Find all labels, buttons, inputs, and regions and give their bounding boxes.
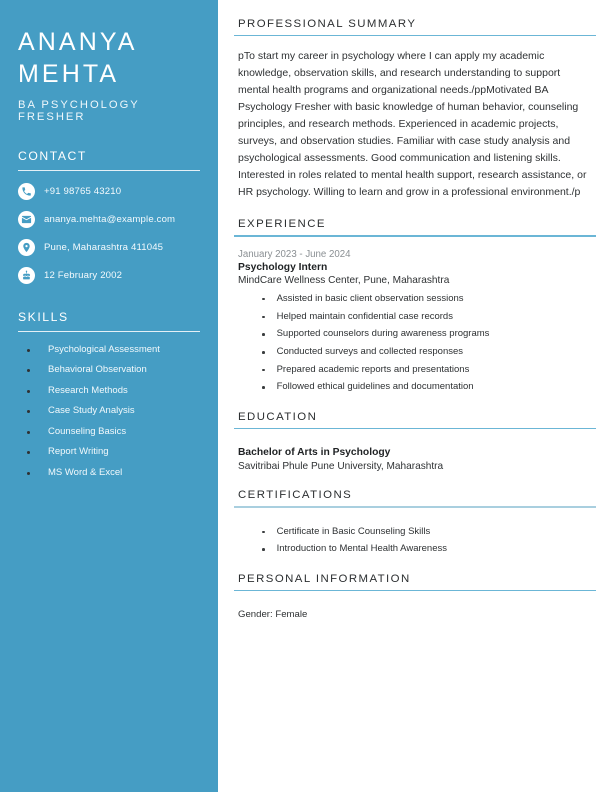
- bullet-icon: [27, 451, 30, 454]
- list-item: [234, 364, 596, 376]
- list-item: [234, 346, 596, 358]
- contact-divider: [18, 170, 200, 171]
- map-pin-icon: [18, 239, 35, 256]
- education-degree: Bachelor of Arts in Psychology: [238, 447, 391, 459]
- experience-bullet-text: Assisted in basic client observation sessions: [276, 292, 464, 304]
- envelope-icon: [18, 211, 35, 228]
- section-education: [234, 411, 596, 472]
- list-item: [18, 364, 200, 376]
- job-title: BA PSYCHOLOGY FRESHER: [18, 99, 140, 123]
- bullet-icon: [27, 410, 30, 413]
- contact-birthdate-text: 12 February 2002: [44, 269, 123, 281]
- first-name: ANANYA: [18, 28, 138, 56]
- bullet-icon: [27, 349, 30, 352]
- education-school: Savitribai Phule Pune University, Maharashtra: [238, 461, 444, 473]
- certifications-list: [234, 526, 596, 556]
- bullet-icon: [27, 472, 30, 475]
- birthday-cake-icon: [18, 267, 35, 284]
- main-content: [218, 0, 612, 792]
- certifications-divider: [234, 506, 596, 507]
- section-certifications: [234, 489, 596, 555]
- section-experience: [234, 218, 596, 393]
- personal-information-line: Gender: Female: [238, 609, 308, 621]
- list-item: [18, 385, 200, 397]
- experience-company: MindCare Wellness Center, Pune, Maharashtra: [238, 274, 450, 286]
- skill-label: Report Writing: [48, 446, 109, 458]
- personal-information-heading: PERSONAL INFORMATION: [238, 572, 411, 585]
- contact-section: [18, 149, 200, 284]
- experience-entry: [234, 249, 596, 394]
- summary-divider: [234, 35, 596, 36]
- bullet-icon: [262, 369, 265, 372]
- certifications-heading: CERTIFICATIONS: [238, 489, 353, 502]
- list-item: [234, 543, 596, 555]
- skill-label: Research Methods: [48, 384, 128, 396]
- experience-divider: [234, 235, 596, 236]
- bullet-icon: [262, 316, 265, 319]
- list-item: [234, 526, 596, 538]
- bullet-icon: [262, 333, 265, 336]
- skills-list: [18, 344, 200, 479]
- contact-email-text: ananya.mehta@example.com: [44, 213, 176, 225]
- experience-bullet-text: Followed ethical guidelines and documentation: [276, 381, 474, 393]
- skills-heading: SKILLS: [18, 310, 69, 324]
- contact-list: [18, 183, 200, 284]
- list-item: [18, 467, 200, 479]
- experience-bullet-text: Prepared academic reports and presentations: [276, 363, 470, 375]
- experience-role: Psychology Intern: [238, 261, 328, 273]
- contact-item-phone: [18, 183, 200, 200]
- skill-label: Case Study Analysis: [48, 405, 135, 417]
- skill-label: Counseling Basics: [48, 425, 127, 437]
- list-item: [234, 293, 596, 305]
- list-item: [234, 311, 596, 323]
- list-item: [18, 446, 200, 458]
- experience-heading: EXPERIENCE: [238, 218, 326, 231]
- skill-label: MS Word & Excel: [48, 466, 123, 478]
- bullet-icon: [262, 548, 265, 551]
- education-divider: [234, 428, 596, 429]
- skills-section: [18, 310, 200, 479]
- education-heading: EDUCATION: [238, 410, 318, 423]
- education-entry: [234, 447, 596, 472]
- section-professional-summary: [234, 18, 596, 201]
- contact-item-email: [18, 211, 200, 228]
- list-item: [18, 344, 200, 356]
- summary-text: pTo start my career in psychology where I can apply my academic knowledge, observation skills, and research understanding to support mental health programs and organizational needs./ppMotivated BA Psychology Fresher with basic knowledge of human behavior, counseling principles, and research methods. Experienced in academic projects, surveys, and observation studies. Familiar with case study analysis and psychological assessments. Good communication and listening skills. Interested in roles related to mental health support, research assistance, or HR psychology. Willing to learn and grow in a professional environment./p: [238, 50, 587, 199]
- certification-text: Introduction to Mental Health Awareness: [276, 543, 447, 555]
- contact-item-birthdate: [18, 267, 200, 284]
- contact-heading: CONTACT: [18, 149, 87, 163]
- name-block: [18, 26, 200, 123]
- bullet-icon: [262, 351, 265, 354]
- contact-phone-text: +91 98765 43210: [44, 185, 122, 197]
- experience-bullet-text: Conducted surveys and collected responses: [276, 345, 464, 357]
- phone-icon: [18, 183, 35, 200]
- last-name: MEHTA: [18, 60, 120, 88]
- skill-label: Psychological Assessment: [48, 344, 160, 355]
- skills-divider: [18, 331, 200, 332]
- personal-information-divider: [234, 590, 596, 591]
- skill-label: Behavioral Observation: [48, 364, 147, 376]
- bullet-icon: [262, 298, 265, 301]
- summary-heading: PROFESSIONAL SUMMARY: [238, 18, 417, 30]
- bullet-icon: [262, 386, 265, 389]
- contact-location-text: Pune, Maharashtra 411045: [44, 241, 164, 253]
- bullet-icon: [27, 369, 30, 372]
- experience-bullet-list: [234, 293, 596, 394]
- sidebar: [0, 0, 218, 792]
- experience-date: January 2023 - June 2024: [238, 248, 351, 260]
- list-item: [234, 381, 596, 393]
- list-item: [234, 328, 596, 340]
- experience-bullet-text: Supported counselors during awareness programs: [276, 328, 490, 340]
- contact-item-location: [18, 239, 200, 256]
- bullet-icon: [27, 431, 30, 434]
- list-item: [18, 405, 200, 417]
- certification-text: Certificate in Basic Counseling Skills: [276, 525, 431, 537]
- experience-bullet-text: Helped maintain confidential case records: [276, 310, 453, 322]
- bullet-icon: [27, 390, 30, 393]
- bullet-icon: [262, 531, 265, 534]
- list-item: [18, 426, 200, 438]
- section-personal-information: [234, 573, 596, 620]
